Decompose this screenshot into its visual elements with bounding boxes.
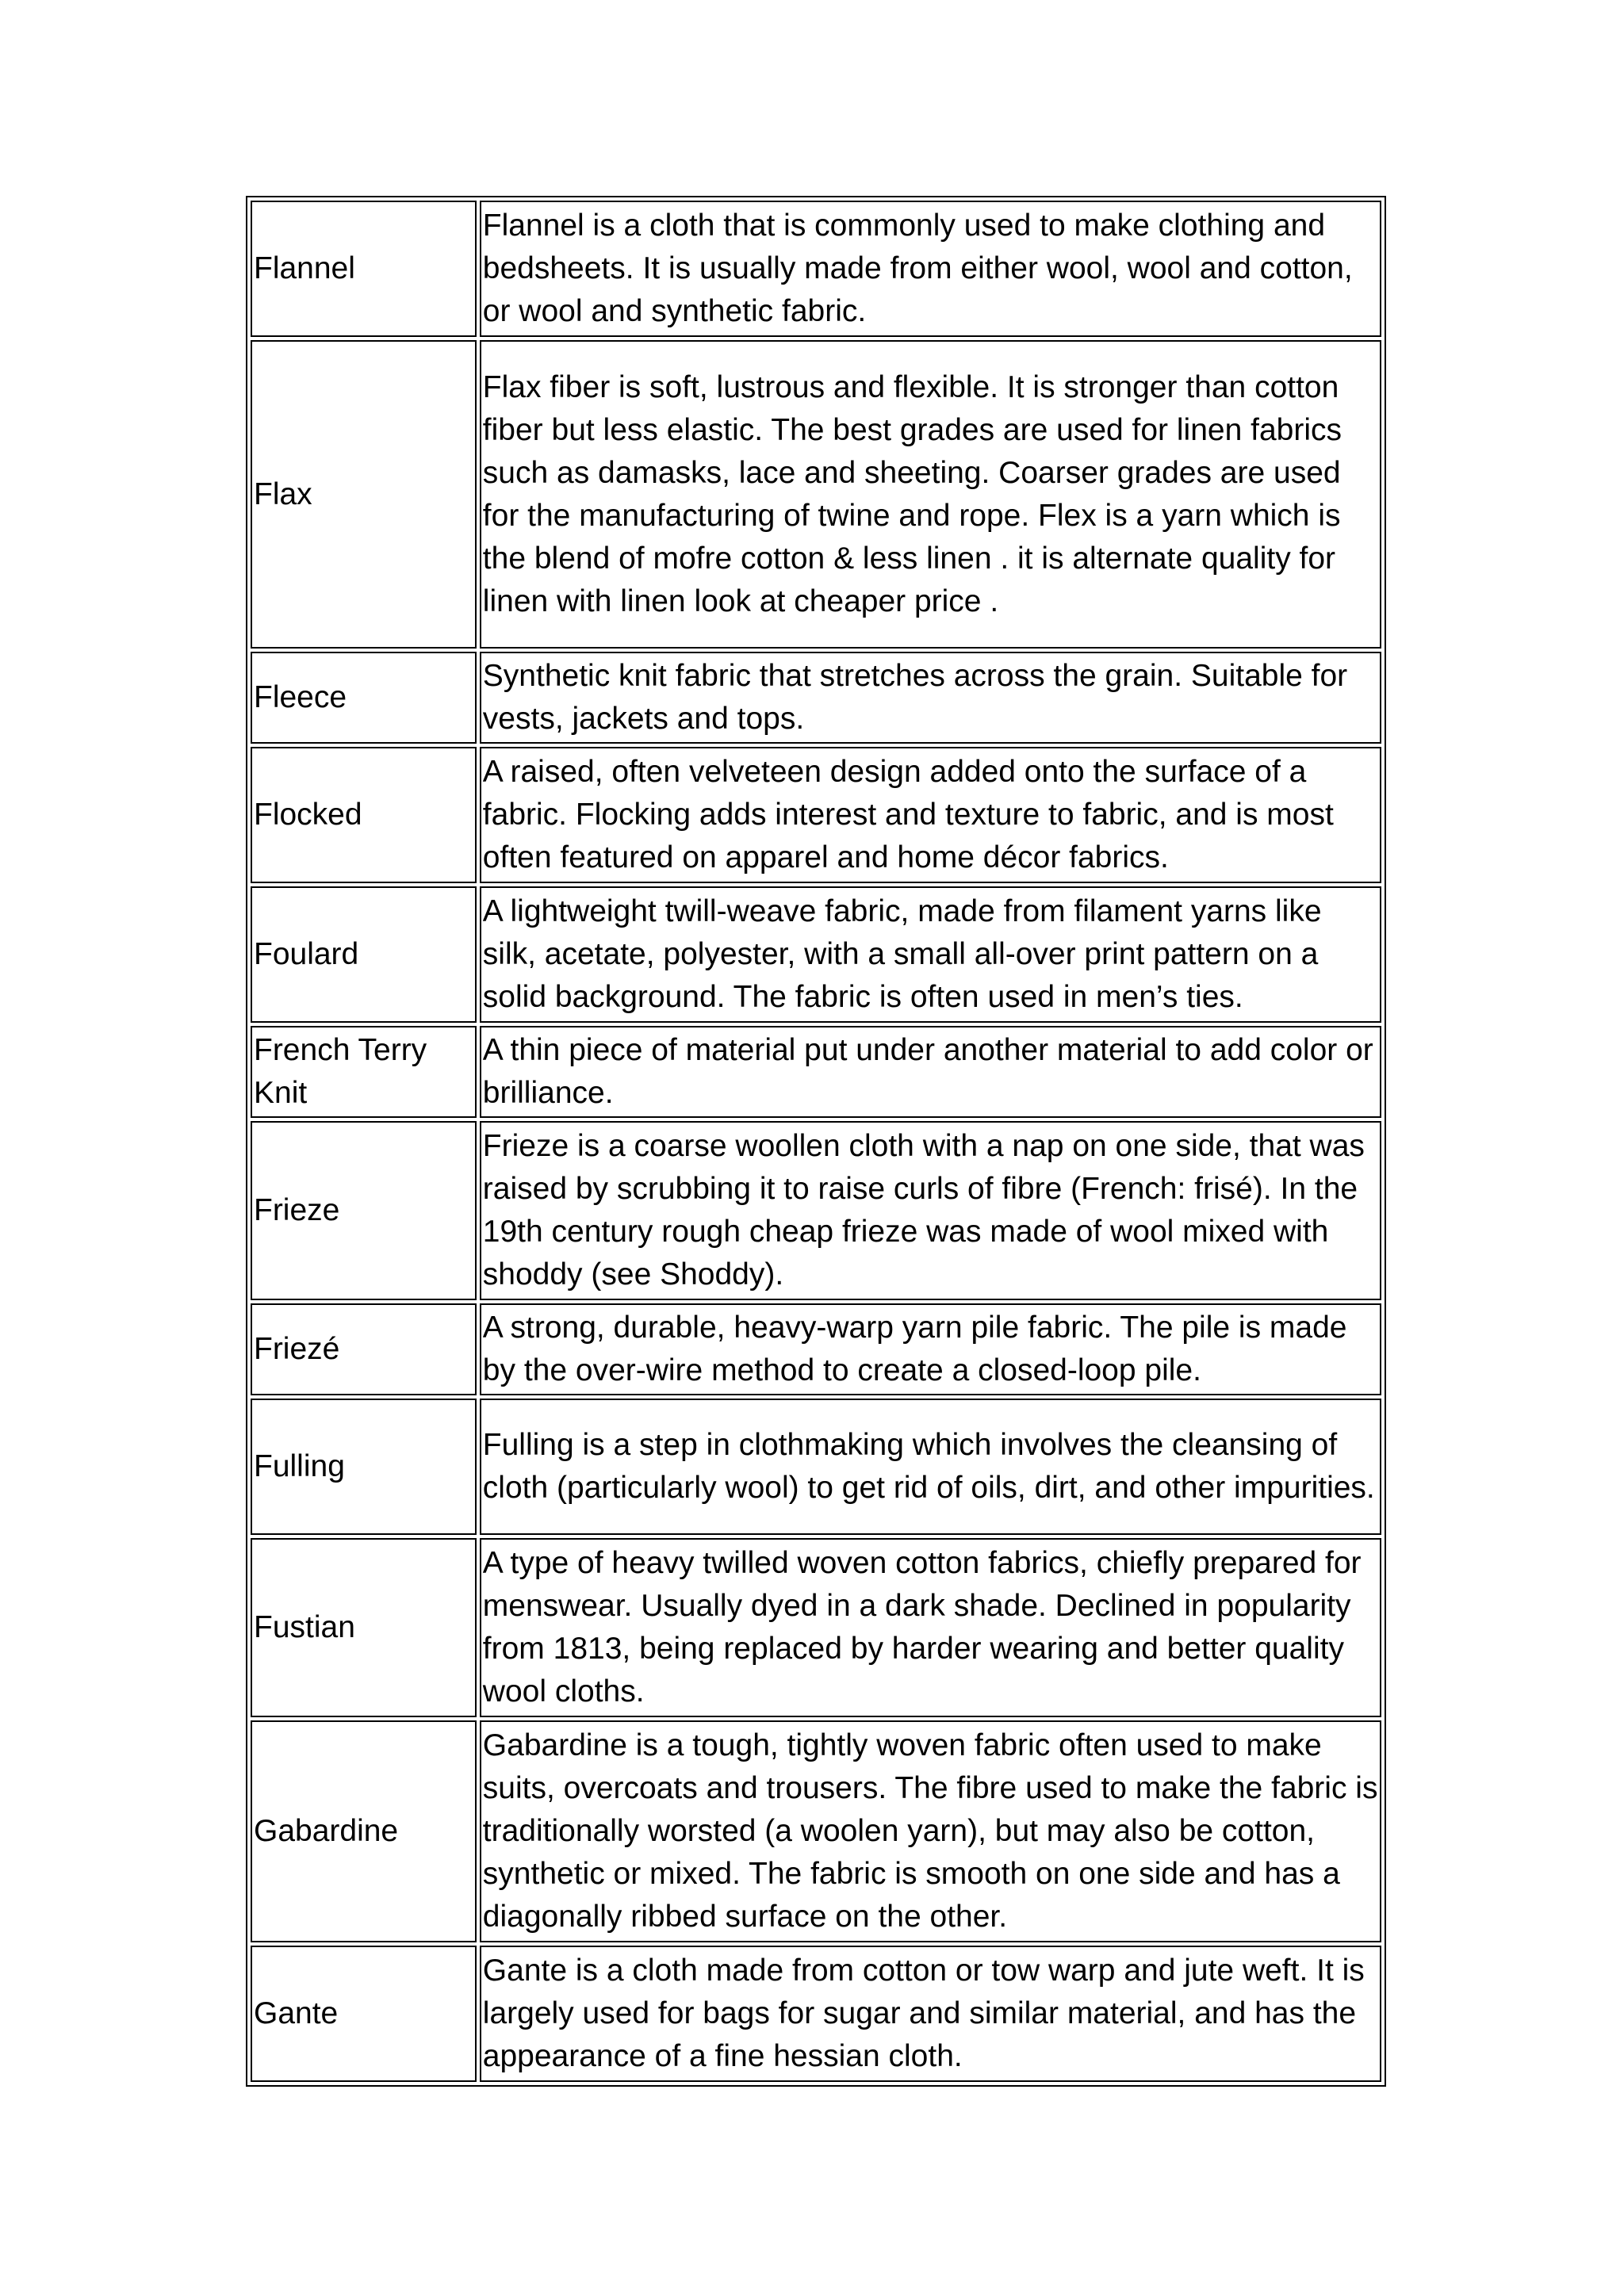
table-row <box>251 886 1381 1023</box>
definition-cell: A type of heavy twilled woven cotton fabrics, chiefly prepared for menswear. Usually dyed in a dark shade. Declined in popularity from 1813, being replaced by harder wearing and better quality wool cloths. <box>480 1538 1381 1717</box>
table-row <box>251 1121 1381 1300</box>
definition-cell: Flannel is a cloth that is commonly used to make clothing and bedsheets. It is usually made from either wool, wool and cotton, or wool and synthetic fabric. <box>480 201 1381 337</box>
term-cell: Fustian <box>251 1538 477 1717</box>
table-row <box>251 1399 1381 1535</box>
glossary-table <box>246 196 1386 2087</box>
term-cell: French Terry Knit <box>251 1026 477 1118</box>
definition-cell: A strong, durable, heavy-warp yarn pile fabric. The pile is made by the over-wire method to create a closed-loop pile. <box>480 1303 1381 1395</box>
term-cell: Flocked <box>251 747 477 883</box>
table-row <box>251 747 1381 883</box>
table-row <box>251 201 1381 337</box>
table-row <box>251 652 1381 744</box>
table-row <box>251 1946 1381 2082</box>
table-row <box>251 1720 1381 1942</box>
definition-cell: Gante is a cloth made from cotton or tow warp and jute weft. It is largely used for bags for sugar and similar material, and has the appearance of a fine hessian cloth. <box>480 1946 1381 2082</box>
definition-cell: Gabardine is a tough, tightly woven fabric often used to make suits, overcoats and trousers. The fibre used to make the fabric is traditionally worsted (a woolen yarn), but may also be cotton, synthetic or mixed. The fabric is smooth on one side and has a diagonally ribbed surface on the other. <box>480 1720 1381 1942</box>
term-cell: Gante <box>251 1946 477 2082</box>
definition-cell: A thin piece of material put under another material to add color or brilliance. <box>480 1026 1381 1118</box>
definition-cell: Frieze is a coarse woollen cloth with a nap on one side, that was raised by scrubbing it to raise curls of fibre (French: frisé). In the 19th century rough cheap frieze was made of wool mixed with shoddy (see Shoddy). <box>480 1121 1381 1300</box>
term-cell: Flax <box>251 340 477 649</box>
term-cell: Friezé <box>251 1303 477 1395</box>
definition-cell: Flax fiber is soft, lustrous and flexible. It is stronger than cotton fiber but less elastic. The best grades are used for linen fabrics such as damasks, lace and sheeting. Coarser grades are used for the manufacturing of twine and rope. Flex is a yarn which is the blend of mofre cotton & less linen . it is alternate quality for linen with linen look at cheaper price . <box>480 340 1381 649</box>
term-cell: Gabardine <box>251 1720 477 1942</box>
table-row <box>251 1538 1381 1717</box>
term-cell: Fulling <box>251 1399 477 1535</box>
term-cell: Frieze <box>251 1121 477 1300</box>
term-cell: Flannel <box>251 201 477 337</box>
term-cell: Fleece <box>251 652 477 744</box>
definition-cell: Synthetic knit fabric that stretches across the grain. Suitable for vests, jackets and tops. <box>480 652 1381 744</box>
term-cell: Foulard <box>251 886 477 1023</box>
definition-cell: A lightweight twill-weave fabric, made from filament yarns like silk, acetate, polyester, with a small all-over print pattern on a solid background. The fabric is often used in men’s ties. <box>480 886 1381 1023</box>
table-row <box>251 1303 1381 1395</box>
table-row <box>251 340 1381 649</box>
definition-cell: Fulling is a step in clothmaking which involves the cleansing of cloth (particularly wool) to get rid of oils, dirt, and other impurities. <box>480 1399 1381 1535</box>
table-row <box>251 1026 1381 1118</box>
definition-cell: A raised, often velveteen design added onto the surface of a fabric. Flocking adds interest and texture to fabric, and is most often featured on apparel and home décor fabrics. <box>480 747 1381 883</box>
